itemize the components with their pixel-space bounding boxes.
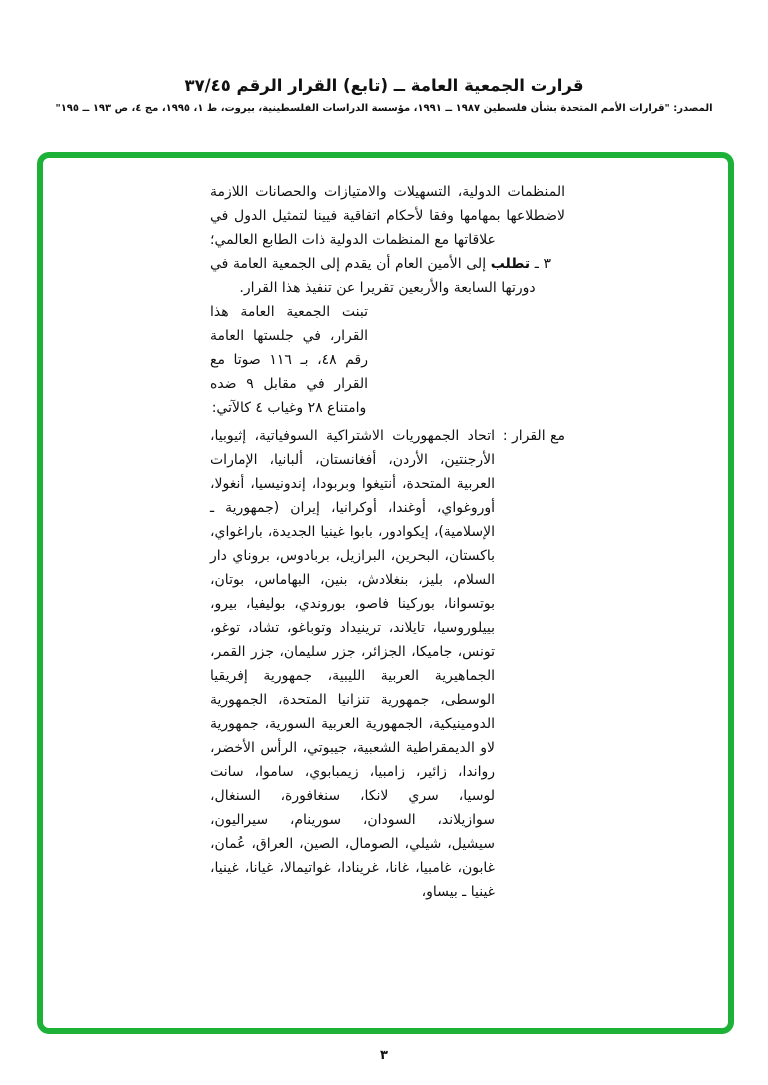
- resolution-text-column: [210, 180, 565, 904]
- page-number: ٣: [380, 1048, 388, 1063]
- vote-with-countries: اتحاد الجمهوريات الاشتراكية السوفياتية، إثيوبيا، الأرجنتين، الأردن، أفغانستان، ألبانيا، الإمارات العربية المتحدة، أنتيغوا وبربودا، إندونيسيا، أنغولا، أوروغواي، أوغندا، أوكرانيا، إيران (جمهورية ـ الإسلامية)، إيكوادور، بابوا غينيا الجديدة، باراغواي، باكستان، البحرين، البرازيل، بربادوس، بروناي دار السلام، بليز، بنغلادش، بنين، البهاماس، بوتان، بوتسوانا، بوركينا فاصو، بوروندي، بوليفيا، بيرو، بييلوروسيا، تايلاند، ترينيداد وتوباغو، تشاد، توغو، تونس، جاميكا، الجزائر، جزر سليمان، جزر القمر، الجماهيرية العربية الليبية، جمهورية إفريقيا الوسطى، جمهورية تنزانيا المتحدة، الجمهورية الدومينيكية، الجمهورية العربية السورية، جمهورية لاو الديمقراطية الشعبية، جيبوتي، الرأس الأخضر، رواندا، زائير، زامبيا، زيمبابوي، ساموا، سانت لوسيا، سري لانكا، سنغافورة، السنغال، سوازيلاند، السودان، سورينام، سيراليون، سيشيل، شيلي، الصومال، الصين، العراق، عُمان، غابون، غامبيا، غانا، غرينادا، غواتيمالا، غيانا، غينيا، غينيا ـ بيساو،: [210, 428, 495, 900]
- document-footer: [0, 1048, 768, 1063]
- operative-text: إلى الأمين العام أن يقدم إلى الجمعية العامة في دورتها السابعة والأربعين تقريرا عن تنفيذ هذا القرار.: [210, 256, 536, 296]
- source-line: المصدر: "قرارات الأمم المتحدة بشأن فلسطين ١٩٨٧ ــ ١٩٩١، مؤسسة الدراسات الفلسطينية، بيروت، ط ١، ١٩٩٥، مج ٤، ص ١٩٣ ــ ١٩٥": [55, 103, 713, 114]
- document-header: [0, 76, 768, 114]
- paragraph-number: ٣ ـ: [530, 256, 551, 272]
- continuation-paragraph: المنظمات الدولية، التسهيلات والامتيازات والحصانات اللازمة لاضطلاعها بمهامها وفقا لأحكام اتفاقية فيينا لتمثيل الدول في علاقاتها مع المنظمات الدولية ذات الطابع العالمي؛: [210, 184, 565, 248]
- vote-with-block: [210, 424, 565, 904]
- operative-paragraph-3: [210, 252, 565, 300]
- operative-verb: تطلب: [490, 256, 531, 272]
- green-annotation-frame: [37, 152, 734, 1034]
- adoption-vote-summary: تبنت الجمعية العامة هذا القرار، في جلستها العامة رقم ٤٨، بـ ١١٦ صوتا مع القرار في مقابل ٩ ضده وامتناع ٢٨ وغياب ٤ كالآتي:: [210, 304, 368, 416]
- vote-with-label: مع القرار :: [502, 428, 565, 444]
- page-title: قرارت الجمعية العامة ــ (تابع) القرار الرقم ٣٧/٤٥: [184, 76, 584, 95]
